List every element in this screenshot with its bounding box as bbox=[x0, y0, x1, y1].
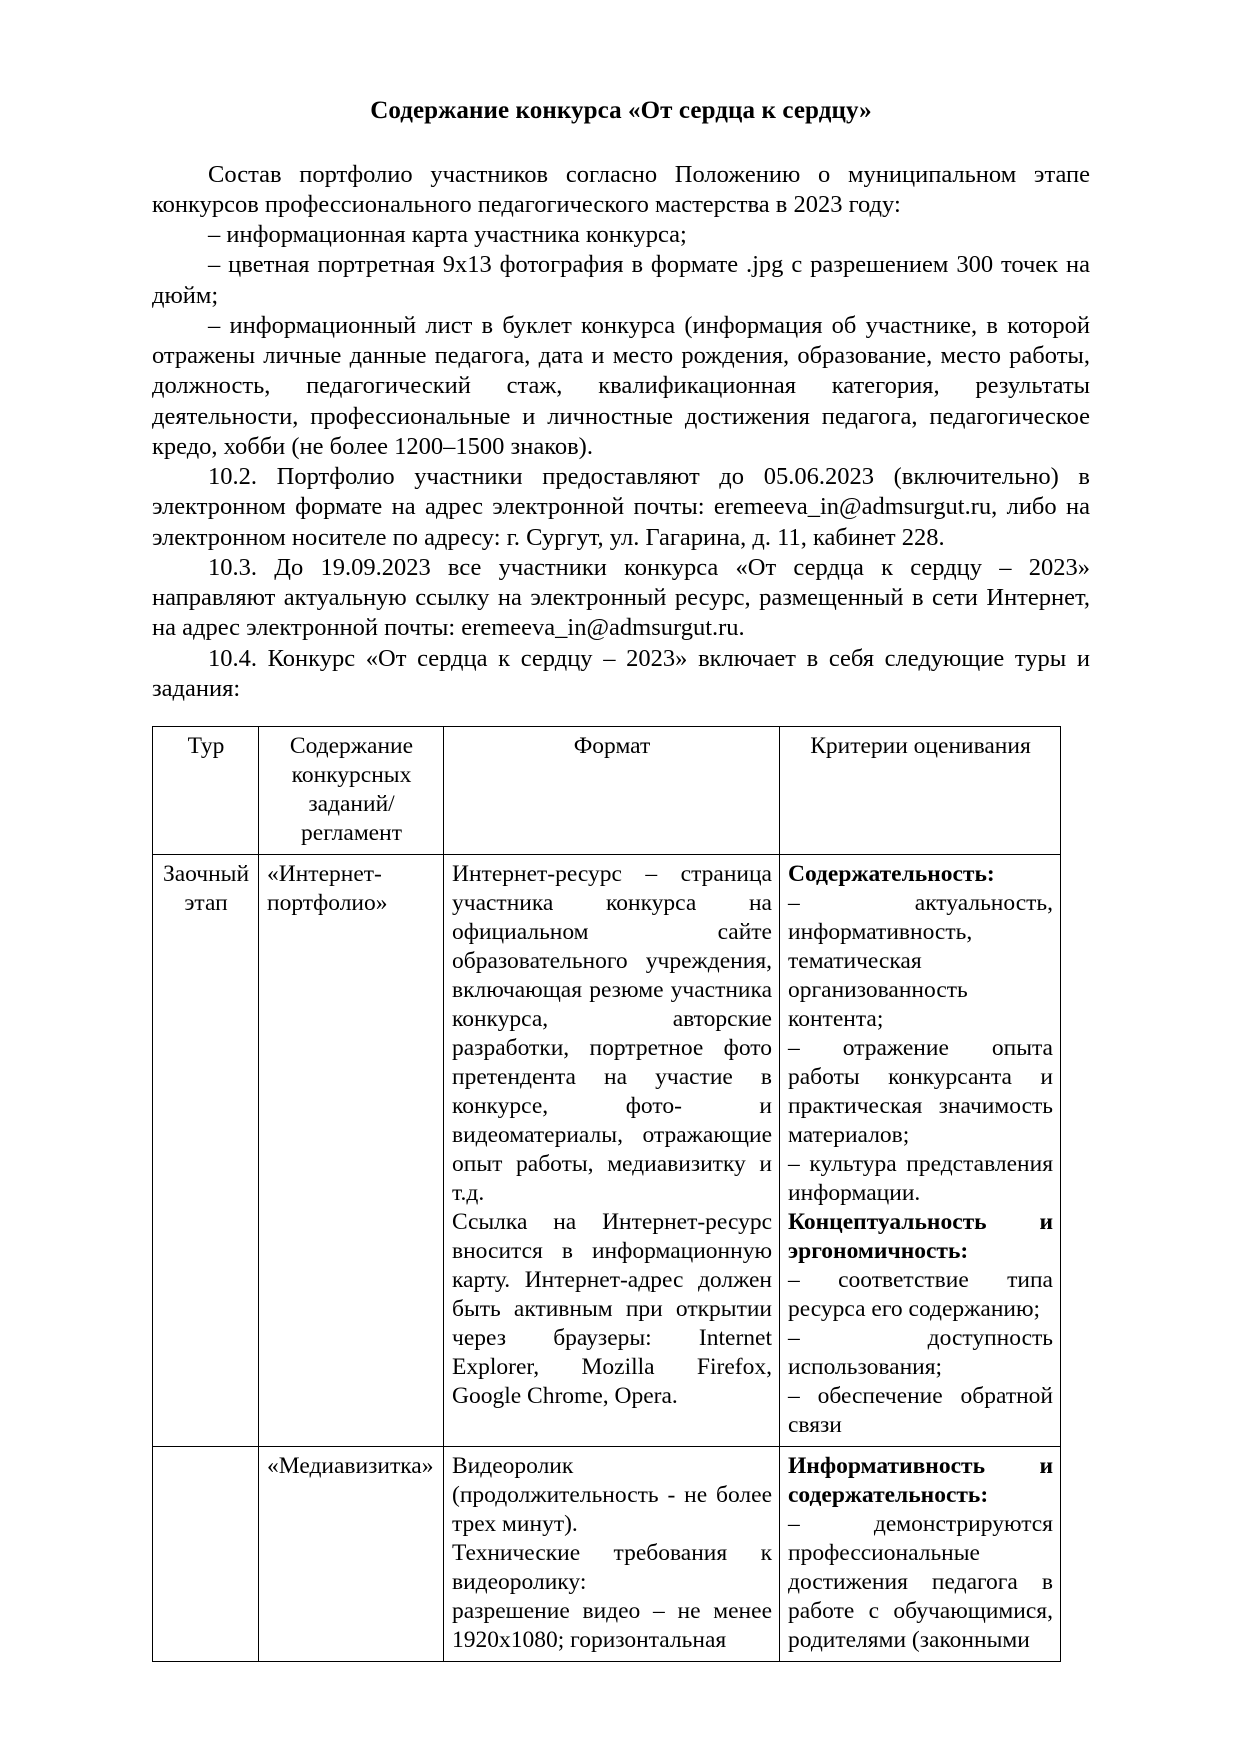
criteria-item-2: – отражение опыта работы конкурсанта и практическая значимость материалов; bbox=[788, 1035, 1053, 1149]
cell-content-row-1-line-1: «Интернет- bbox=[267, 861, 382, 888]
column-header-content-line-4: регламент bbox=[301, 820, 402, 847]
cell-tur-row-1-line-2: этап bbox=[184, 890, 228, 917]
intro-paragraph: Состав портфолио участников согласно Положению о муниципальном этапе конкурсов профессионального педагогического мастерства в 2023 году: bbox=[152, 160, 1090, 218]
cell-format-row-2-par-2: Технические требования к видеоролику: bbox=[452, 1540, 772, 1596]
cell-criteria-row-2 bbox=[780, 1447, 1061, 1662]
column-header-content-line-2: конкурсных bbox=[291, 762, 412, 789]
cell-tur-row-2 bbox=[153, 1447, 259, 1662]
column-header-format bbox=[444, 727, 780, 855]
cell-tur-row-1 bbox=[153, 855, 259, 1447]
cell-criteria-row-1 bbox=[780, 855, 1061, 1447]
cell-content-row-1 bbox=[259, 855, 444, 1447]
tours-and-tasks-table bbox=[152, 726, 1061, 1662]
criteria-item-6: – обеспечение обратной связи bbox=[788, 1383, 1053, 1439]
criteria-item-1: – актуальность, информативность, тематическая организованность контента; bbox=[788, 890, 1053, 1033]
cell-tur-row-1-line-1: Заочный bbox=[162, 861, 250, 888]
criteria-item-7: – демонстрируются профессиональные достижения педагога в работе с обучающимися, родителями (законными bbox=[788, 1511, 1053, 1654]
cell-format-row-1-par-2: Ссылка на Интернет-ресурс вносится в информационную карту. Интернет-адрес должен быть активным при открытии через браузеры: Internet Explorer, Mozilla Firefox, Google Chrome, Opera. bbox=[452, 1209, 772, 1410]
bullet-item-3: – информационный лист в буклет конкурса (информация об участнике, в которой отражены личные данные педагога, дата и место рождения, образование, место работы, должность, педагогический стаж, квалификационная категория, результаты деятельности, профессиональные и личностные достижения педагога, педагогическое кредо, хобби (не более 1200–1500 знаков). bbox=[152, 311, 1090, 460]
cell-format-row-1-par-1: Интернет-ресурс – страница участника конкурса на официальном сайте образовательного учреждения, включающая резюме участника конкурса, авторские разработки, портретное фото претендента на участие в конкурсе, фото- и видеоматериалы, отражающие опыт работы, медиавизитку и т.д. bbox=[452, 861, 772, 1207]
column-header-content-line-3: заданий/ bbox=[308, 791, 395, 818]
cell-content-row-2-line-1: «Медиавизитка» bbox=[267, 1453, 434, 1480]
column-header-criteria bbox=[780, 727, 1061, 855]
page-title: Содержание конкурса «От сердца к сердцу» bbox=[370, 97, 872, 124]
table-header-row bbox=[153, 727, 1061, 855]
cell-content-row-1-line-2: портфолио» bbox=[267, 890, 388, 917]
cell-format-row-2 bbox=[444, 1447, 780, 1662]
criteria-heading-soderzhatelnost: Содержательность: bbox=[788, 861, 995, 888]
criteria-item-5: – доступность использования; bbox=[788, 1325, 1053, 1381]
criteria-heading-informativnost: Информативность и содержательность: bbox=[788, 1453, 1053, 1509]
cell-content-row-2 bbox=[259, 1447, 444, 1662]
bullet-item-2: – цветная портретная 9х13 фотография в формате .jpg с разрешением 300 точек на дюйм; bbox=[152, 251, 1090, 309]
cell-format-row-2-par-1: Видеоролик (продолжительность - не более трех минут). bbox=[452, 1453, 772, 1538]
cell-format-row-1 bbox=[444, 855, 780, 1447]
table-row bbox=[153, 855, 1061, 1447]
cell-format-row-2-par-3: разрешение видео – не менее 1920х1080; горизонтальная bbox=[452, 1598, 772, 1654]
clause-10-2: 10.2. Портфолио участники предоставляют до 05.06.2023 (включительно) в электронном формате на адрес электронной почты: eremeeva_in@admsurgut.ru, либо на электронном носителе по адресу: г. Сургут, ул. Гагарина, д. 11, кабинет 228. bbox=[152, 463, 1090, 551]
clause-10-4: 10.4. Конкурс «От сердца к сердцу – 2023» включает в себя следующие туры и задания: bbox=[152, 644, 1090, 702]
column-header-criteria-label: Критерии оценивания bbox=[810, 733, 1031, 759]
criteria-heading-konceptualnost: Концептуальность и эргономичность: bbox=[788, 1209, 1053, 1265]
table-row bbox=[153, 1447, 1061, 1662]
column-header-format-label: Формат bbox=[573, 733, 651, 759]
criteria-item-4: – соответствие типа ресурса его содержанию; bbox=[788, 1267, 1053, 1323]
bullet-item-1: – информационная карта участника конкурса; bbox=[208, 221, 687, 248]
column-header-content-line-1: Содержание bbox=[289, 733, 414, 759]
column-header-tur-label: Тур bbox=[187, 733, 225, 759]
column-header-tur bbox=[153, 727, 259, 855]
clause-10-3: 10.3. До 19.09.2023 все участники конкурса «От сердца к сердцу – 2023» направляют актуальную ссылку на электронный ресурс, размещенный в сети Интернет, на адрес электронной почты: eremeeva_in@admsurgut.ru. bbox=[152, 553, 1090, 642]
column-header-content bbox=[259, 727, 444, 855]
criteria-item-3: – культура представления информации. bbox=[788, 1151, 1053, 1207]
